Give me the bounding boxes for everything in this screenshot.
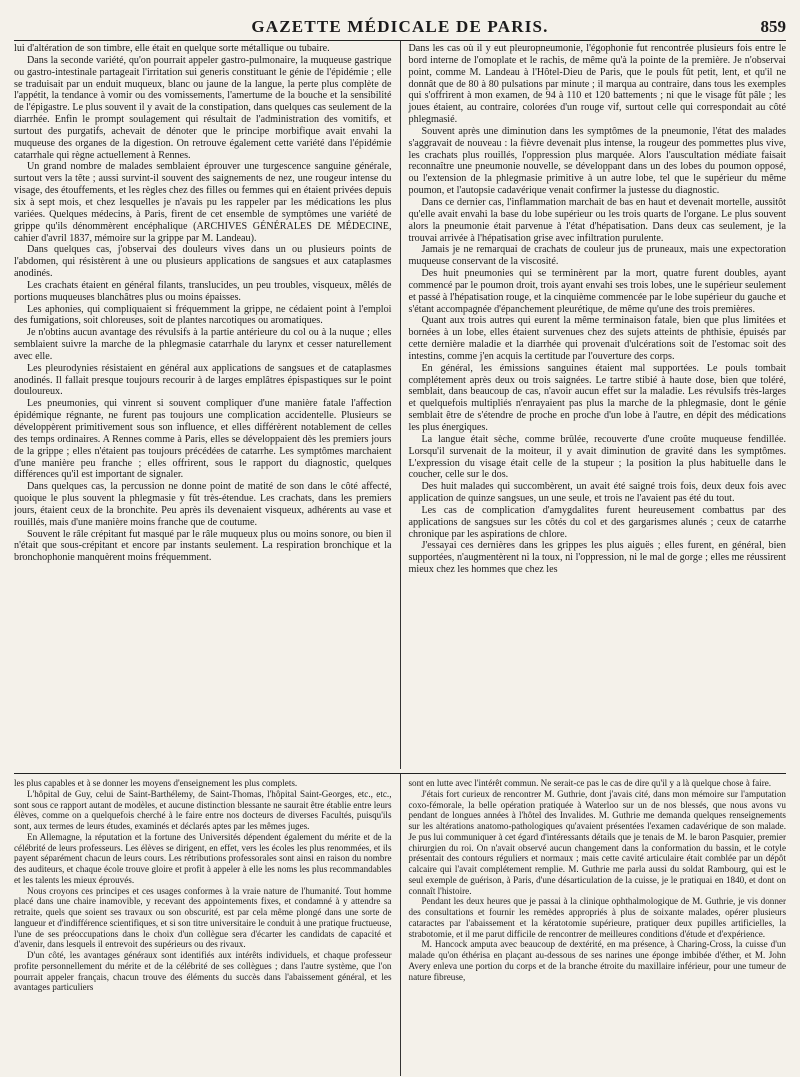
lower-left-column [14,774,400,1076]
paragraph: Je n'obtins aucun avantage des révulsifs à la partie antérieure du col ou à la nuque ; elles semblaient suivre la marche de la phlegmasie catarrhale du larynx et cesser naturellement avec elle. [14,327,392,362]
paragraph: Dans ce dernier cas, l'inflammation marchait de bas en haut et devenait mortelle, aussitôt qu'elle avait envahi la base du lobe supérieur ou les trois quarts de l'organe. Le plus souvent alors la pneumonie était parvenue à l'état d'hépatisation. Dans deux cas seulement, je la trouvai arrivée à l'hépatisation grise avec infiltration purulente. [408,196,786,244]
paragraph: Dans les cas où il y eut pleuropneumonie, l'égophonie fut rencontrée plusieurs fois entre le bord interne de l'omoplate et le rachis, de même qu'à la pointe de la première. Je n'observai point, comme M. Landeau à l'Hôtel-Dieu de Paris, que le pouls fût petit, lent, et qu'il ne donnât que de 80 à 80 pulsations par minute ; il marqua au contraire, dans tous les exemples qui s'offrirent à mon examen, de 94 à 110 et 120 battements ; ni que le visage fût pâle ; les joues étaient, au contraire, colorées d'un rouge vif, surtout celle qui correspondait au côté phlegmasié. [408,43,786,126]
paragraph: Les aphonies, qui compliquaient si fréquemment la grippe, ne cédaient point à l'emploi des fumigations, soit chloreuses, soit de plantes narcotiques ou aromatiques. [14,303,392,327]
paragraph: Les cas de complication d'amygdalites furent heureusement combattus par des applications de sangsues sur les côtés du col et des gargarismes alunés ; ceux de catarrhe chronique par les aspirations de chlore. [408,504,786,540]
paragraph: Dans quelques cas, la percussion ne donne point de matité de son dans le côté affecté, quoique le plus souvent la phlegmasie y fût très-étendue. Les crachats, dans les premiers jours, étaient ceux de la bronchite. Peu après ils devenaient visqueux, adhérents au vase et rouillés, mais d'une manière moins franche que de coutume. [14,481,392,528]
paragraph: J'étais fort curieux de rencontrer M. Guthrie, dont j'avais cité, dans mon mémoire sur l'amputation coxo-fémorale, la belle opération pratiquée à Waterloo sur un de nos blessés, que nous avons vu pendant de longues années à l'hôtel des Invalides. M. Guthrie me demanda quelques renseignements sur les altérations anatomo-pathologiques qu'avaient présentées l'examen cadavérique de son malade. Je pus lui communiquer à cet égard d'intéressants détails que je tenais de M. le baron Pasquier, premier chirurgien du roi. On n'avait observé aucun changement dans la conformation du bassin, et le cotyle présentait des contours réguliers et normaux ; mais cette cavité articulaire était comblée par un dépôt calcaire qui l'avait complétement remplie. M. Guthrie me parla aussi du soldat Rambourg, qui est le seul exemple de guérison, à Paris, d'une désarticulation de la cuisse, je le pratiquai en 1840, et dont on connaît l'histoire. [408,788,786,896]
paragraph: lui d'altération de son timbre, elle était en quelque sorte métallique ou tubaire. [14,43,330,54]
paragraph: sont en lutte avec l'intérêt commun. Ne serait-ce pas le cas de dire qu'il y a là quelque chose à faire. [408,778,772,788]
paragraph: En général, les émissions sanguines étaient mal supportées. Le pouls tombait complétement après deux ou trois saignées. Le tartre stibié à haute dose, bien que toléré, semblait, dans beaucoup de cas, n'avoir aucun effet sur la maladie. Les révulsifs très-larges et quelquefois multipliés n'enrayaient pas plus la marche de la phlegmasie, dont le génie semblait être de s'étendre de proche en proche d'un lobe à l'autre, en dépit des médications les plus énergiques. [408,362,786,433]
paragraph: La langue était sèche, comme brûlée, recouverte d'une croûte muqueuse fendillée. Lorsqu'il survenait de la moiteur, il y avait diminution de gravité dans les symptômes. L'expression du visage était celle de la stupeur ; la position la plus habituelle dans le coucher, celle sur le dos. [408,433,786,481]
upper-left-column [14,41,400,769]
paragraph: Les pneumonies, qui vinrent si souvent compliquer d'une manière fatale l'affection épidémique régnante, ne furent pas toujours une complication accidentelle. Plusieurs se développèrent primitivement sous son influence, et elles différèrent notablement de celles des temps ordinaires. A Rennes comme à Paris, elles se développaient dès les premiers jours de la grippe ; elles n'étaient pas toujours précédées de catarrhe. Les symptômes marchaient d'une manière peu franche ; elles offrirent, sous le rapport du diagnostic, quelques différences qu'il est important de signaler. [14,398,392,481]
paragraph: Les pleurodynies résistaient en général aux applications de sangsues et de cataplasmes anodinés. Il fallait presque toujours recourir à de larges emplâtres épispastiques sur le point douloureux. [14,362,392,398]
paragraph: Jamais je ne remarquai de crachats de couleur jus de pruneaux, mais une expectoration muqueuse conservant de la viscosité. [408,244,786,268]
paragraph: les plus capables et à se donner les moyens d'enseignement les plus complets. [14,778,298,788]
paragraph: M. Hancock amputa avec beaucoup de dextérité, en ma présence, à Charing-Cross, la cuisse d'un malade qu'on éthérisa en plaçant au-dessous de ses narines une éponge imbibée d'éther, et M. John Avery enleva une portion du corps et de la branche étroite du maxillaire inférieur, pour une tumeur de nature fibreuse, [408,939,786,982]
paragraph: En Allemagne, la réputation et la fortune des Universités dépendent également du mérite et de la célébrité de leurs professeurs. Les élèves se dirigent, en effet, vers les écoles les plus renommées, et ils payent séparément chacun de leurs cours. Les rétributions professorales sont ainsi en raison du nombre des auditeurs, et chaque école trouve gloire et profit à appeler à elle les noms les plus recommandables et les talents les mieux éprouvés. [14,831,392,885]
paragraph: Pendant les deux heures que je passai à la clinique ophthalmologique de M. Guthrie, je vis donner des consultations et fournir les remèdes appropriés à plus de soixante malades, opérer plusieurs cataractes par l'abaissement et la kératotomie supérieure, pratiquer deux pupilles artificielles, la strabotomie, et il me parut difficile de rencontrer de meilleures conditions d'étude et d'expérience. [408,896,786,939]
paragraph: Des huit pneumonies qui se terminèrent par la mort, quatre furent doubles, ayant commencé par le poumon droit, trois ayant envahi ses trois lobes, une le supérieur seulement et passé à l'hépatisation rouge, et la cinquième commencée par le lobe supérieur du gauche et s'étant accompagnée d'épanchement pleurétique, de même qu'une des trois premières. [408,268,786,315]
lower-right-column [400,774,787,1076]
page-header [14,10,786,41]
page-number: 859 [760,17,786,36]
paragraph: L'hôpital de Guy, celui de Saint-Barthélemy, de Saint-Thomas, l'hôpital Saint-Georges, etc., etc., sont sous ce rapport autant de modèles, et aucune distinction blessante ne saurait être établie entre leurs élèves, comme on a quelquefois cherché à le faire entre nos docteurs de diverses Facultés, puisqu'ils sont, aux termes de leurs études, examinés et déclarés aptes par les mêmes juges. [14,788,392,831]
paragraph: Dans la seconde variété, qu'on pourrait appeler gastro-pulmonaire, la muqueuse gastrique ou gastro-intestinale partageait l'irritation sui generis constituant le génie de l'épidémie ; elle se traduisait par un enduit muqueux, blanc ou jaune de la langue, la perte plus complète de l'appétit, la tendance à vomir ou des vomissements, l'amertume de la bouche et la sensibilité de l'épigastre. Le plus souvent il y avait de la constipation, dans quelques cas seulement de la diarrhée. Enfin le prompt soulagement qui résultait de l'administration des vomitifs, et surtout des purgatifs, achevait de dénoter que le principe morbifique avait envahi la muqueuse des organes de la digestion. On retrouve également cette variété dans l'épidémie catarrhale qui règne actuellement à Rennes. [14,54,392,161]
paragraph: Dans quelques cas, j'observai des douleurs vives dans un ou plusieurs points de l'abdomen, qui résistèrent à une ou plusieurs applications de sangsues et aux cataplasmes anodinés. [14,244,392,280]
upper-article-section [14,41,786,769]
paragraph: Quant aux trois autres qui eurent la même terminaison fatale, bien que plus limitées et bornées à un lobe, elles étaient survenues chez des sujets atteints de phthisie, épuisés par cette dernière maladie et la diarrhée qui provenait d'ulcérations soit de l'estomac soit des intestins, comme j'en acquis la certitude par l'ouverture des corps. [408,315,786,362]
paragraph: D'un côté, les avantages généraux sont identifiés aux intérêts individuels, et chaque professeur profite personnellement du mérite et de la célébrité de ses collègues ; dans l'autre système, que l'on pourrait appeler français, chacun trouve des éléments du succès dans l'abaissement général, et les avantages particuliers [14,950,392,993]
upper-right-column [400,41,787,769]
paragraph: J'essayai ces dernières dans les grippes les plus aiguës ; elles furent, en général, bien supportées, n'augmentèrent ni la toux, ni l'oppression, ni le mal de gorge ; elles me réussirent mieux chez les hommes que chez les [408,540,786,576]
paragraph: Souvent le râle crépitant fut masqué par le râle muqueux plus ou moins sonore, ou bien il n'était que sous-crépitant et encore par instants seulement. La respiration bronchique et la bronchophonie manquèrent moins fréquemment. [14,528,392,564]
paragraph: Les crachats étaient en général filants, translucides, un peu troubles, visqueux, mêlés de portions muqueuses blanchâtres plus ou moins épaisses. [14,279,392,303]
journal-title: GAZETTE MÉDICALE DE PARIS. [251,17,549,36]
paragraph: Nous croyons ces principes et ces usages conformes à la vraie nature de l'humanité. Tout homme placé dans une chaire inamovible, y recevant des appointements fixes, et condamné à y attendre sa retraite, quels que soient ses travaux ou son obscurité, est par cela même plongé dans une sorte de langueur et d'indifférence scientifiques, et si son titre universitaire le conduit à une pratique fructueuse, l'une de ses préoccupations dans le choix d'un collègue sera d'écarter les candidats de capacité et d'avenir, dans lesquels il entrevoit des supérieurs ou des rivaux. [14,885,392,950]
paragraph: Un grand nombre de malades semblaient éprouver une turgescence sanguine générale, surtout vers la tête ; aussi survint-il souvent des saignements de nez, une rougeur intense du visage, des étouffements, et les règles chez des filles ou femmes qui en étaient privées depuis six à sept mois, et chez lesquelles je n'avais pu les rappeler par les médications les plus variées. Quelques médecins, à Paris, firent de cet ensemble de symptômes une variété de grippe qu'ils dénommèrent encéphalique (ARCHIVES GÉNÉRALES DE MÉDECINE, cahier d'avril 1837, mémoire sur la grippe par M. Landeau). [14,161,392,244]
paragraph: Souvent après une diminution dans les symptômes de la pneumonie, l'état des malades s'aggravait de nouveau : la fièvre devenait plus intense, la rougeur des pommettes plus vive, les crachats plus rouillés, l'oppression plus marquée. Alors l'auscultation médiate faisait reconnaître une pneumonie nouvelle, se développant dans un des lobes du poumon opposé, ou l'extension de la phlegmasie primitive à un autre lobe, tel que le supérieur du même poumon, et l'autopsie cadavérique venait confirmer la justesse du diagnostic. [408,125,786,197]
lower-article-section [14,773,786,1076]
paragraph: Des huit malades qui succombèrent, un avait été saigné trois fois, deux deux fois avec application de quinze sangsues, un une seule, et trois ne l'avaient pas été du tout. [408,481,786,505]
